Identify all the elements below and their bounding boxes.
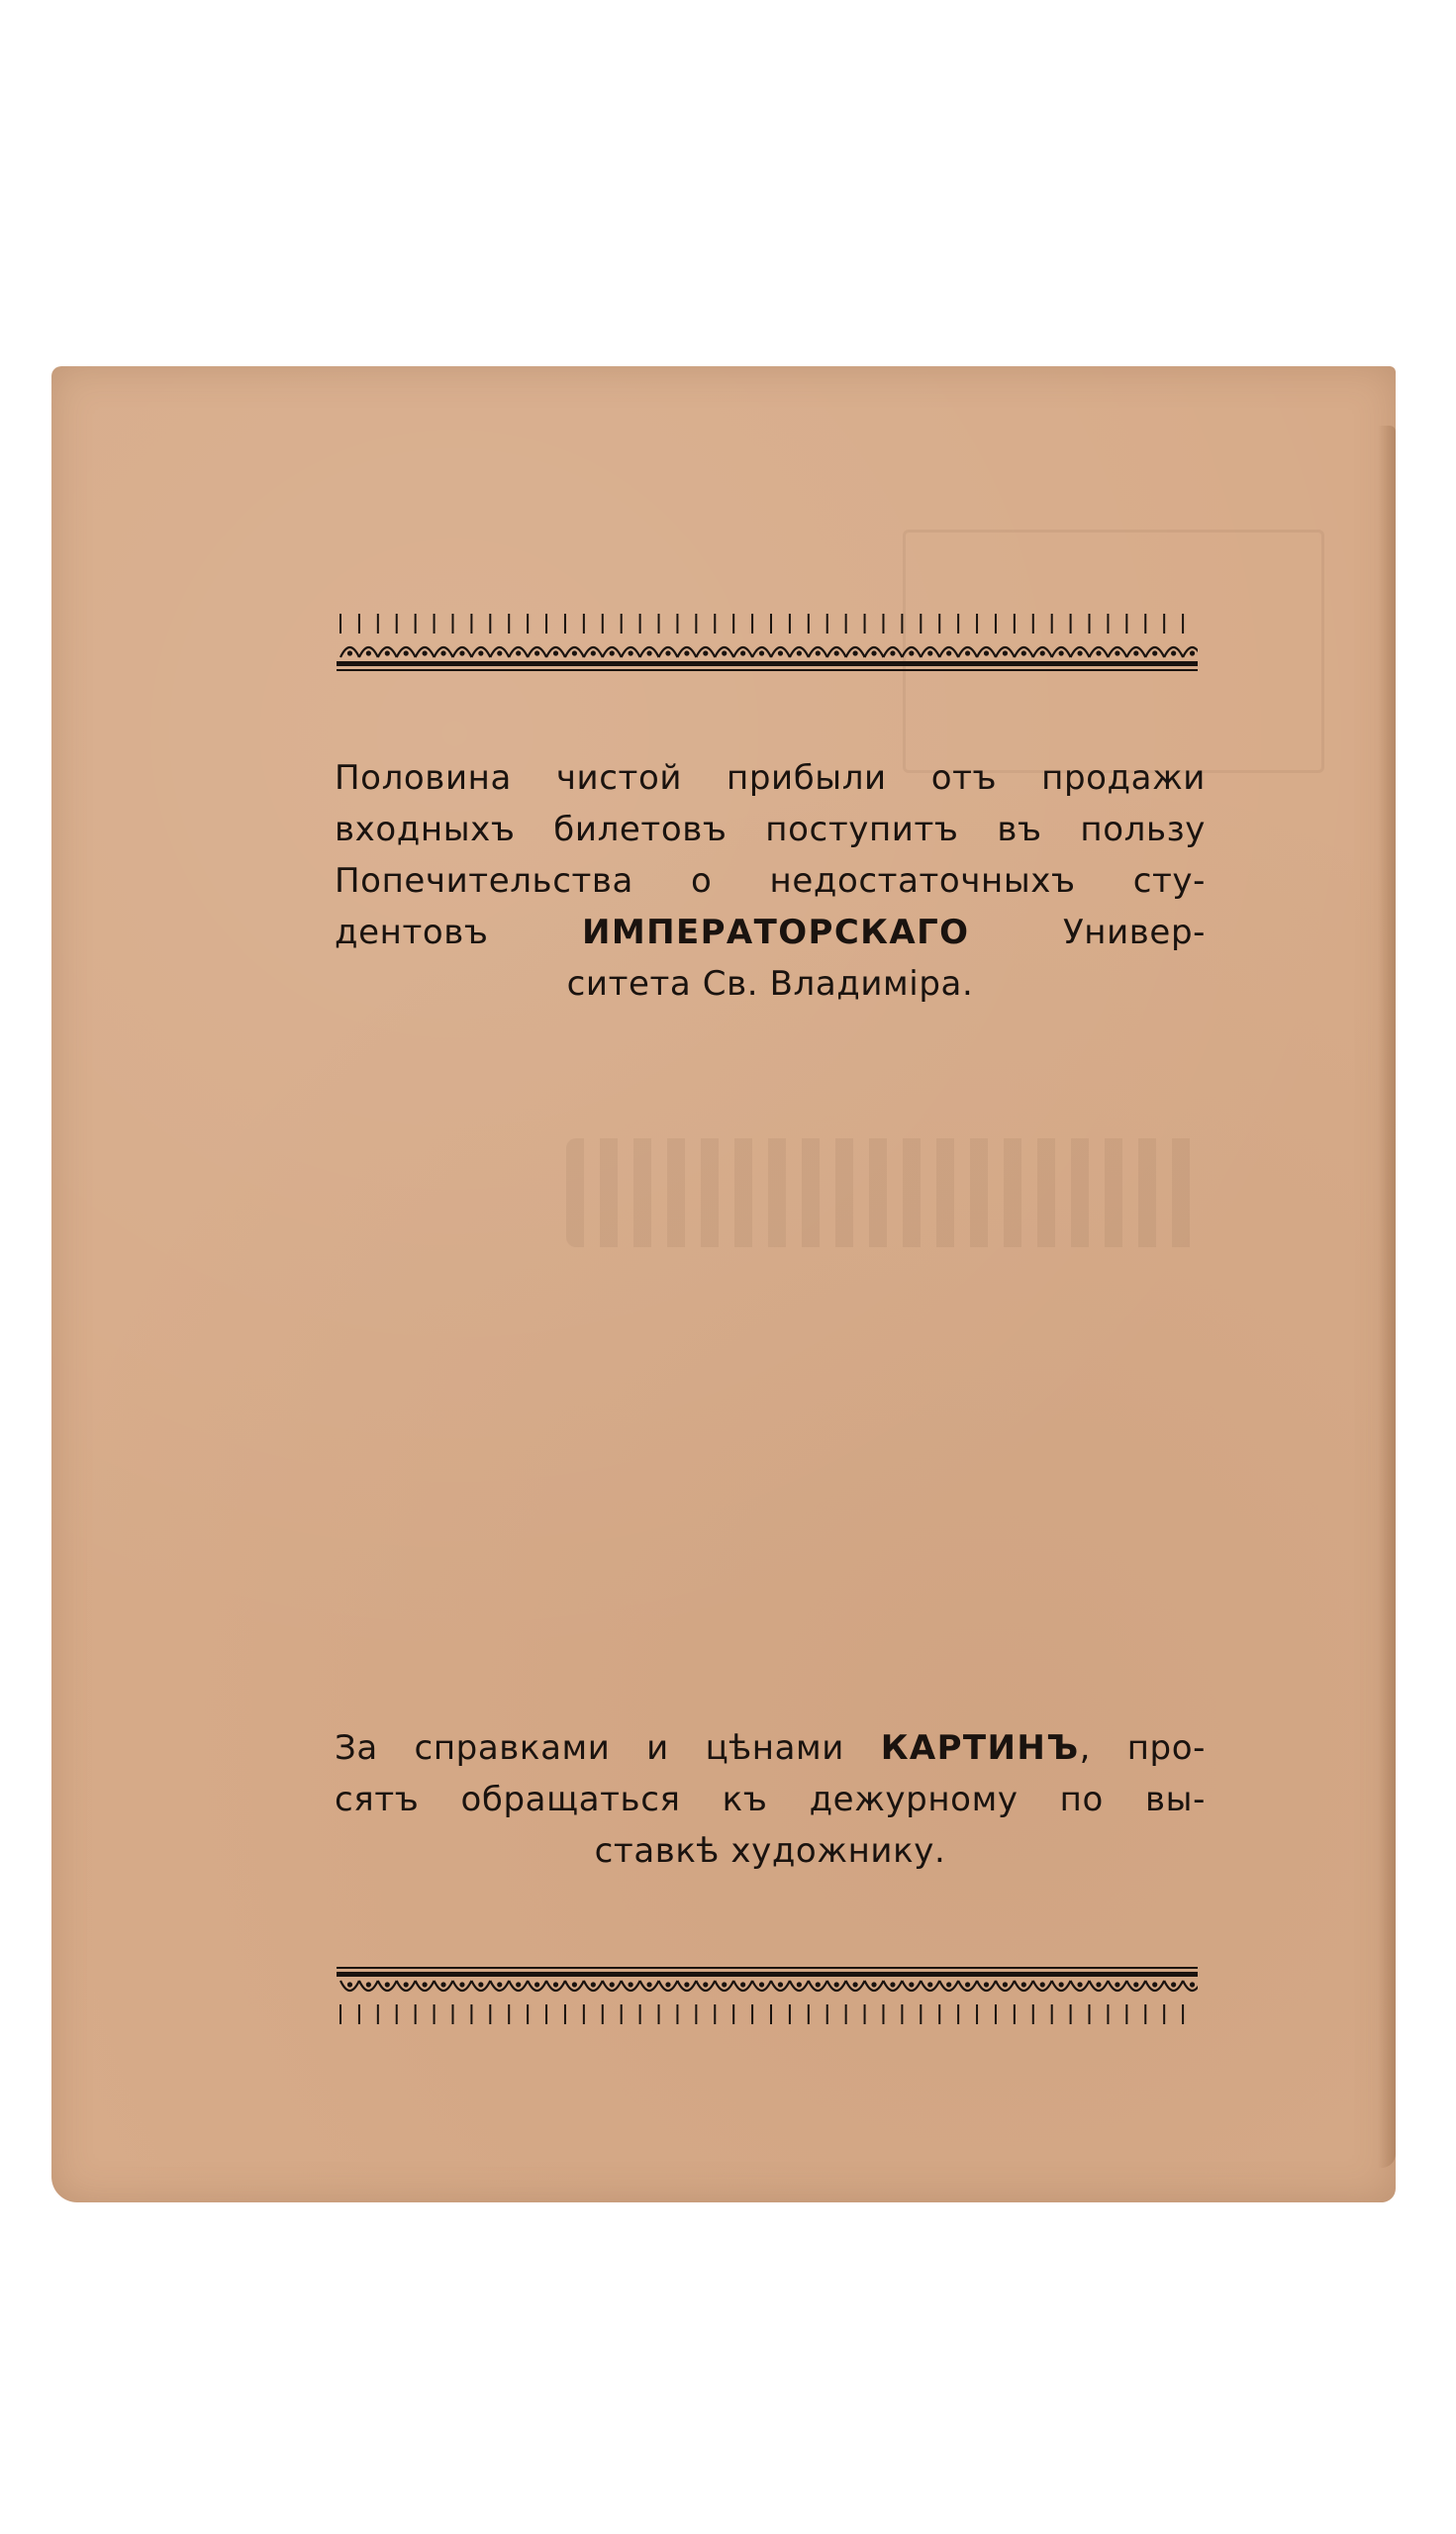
- top-ornament-svg: [337, 612, 1198, 675]
- notice-top: [335, 752, 1206, 1010]
- faint-show-through-text: [566, 1138, 1200, 1247]
- notice-bottom-line-2: сятъ обращаться къ дежурному по вы-: [335, 1780, 1206, 1819]
- page-edge-shadow: [1378, 426, 1396, 2168]
- top-ornament-border: [337, 612, 1198, 675]
- notice-bottom-line-1: [335, 1722, 1206, 1774]
- notice-bottom: [335, 1722, 1206, 1877]
- notice-bottom-line-3: ставкѣ художнику.: [594, 1831, 946, 1871]
- notice-bottom-line-1-pre: За справками и цѣнами: [335, 1728, 881, 1768]
- notice-top-line-3: Попечительства о недостаточныхъ сту-: [335, 861, 1206, 901]
- imperial-university-caps: ИМПЕРАТОРСКАГО: [582, 913, 970, 952]
- notice-top-line-4-pre: дентовъ: [335, 913, 583, 952]
- notice-bottom-line-1-post: , про-: [1079, 1728, 1206, 1768]
- bottom-ornament-svg: [337, 1963, 1198, 2026]
- notice-top-line-4-post: Универ-: [969, 913, 1206, 952]
- bottom-ornament-border: [337, 1963, 1198, 2026]
- notice-top-line-2: входныхъ билетовъ поступитъ въ пользу: [335, 810, 1206, 849]
- notice-top-line-4: [335, 907, 1206, 958]
- notice-top-line-1: Половина чистой прибыли отъ продажи: [335, 758, 1206, 798]
- notice-top-line-5: ситета Св. Владиміра.: [566, 964, 974, 1004]
- paintings-caps: КАРТИНЪ: [880, 1728, 1080, 1768]
